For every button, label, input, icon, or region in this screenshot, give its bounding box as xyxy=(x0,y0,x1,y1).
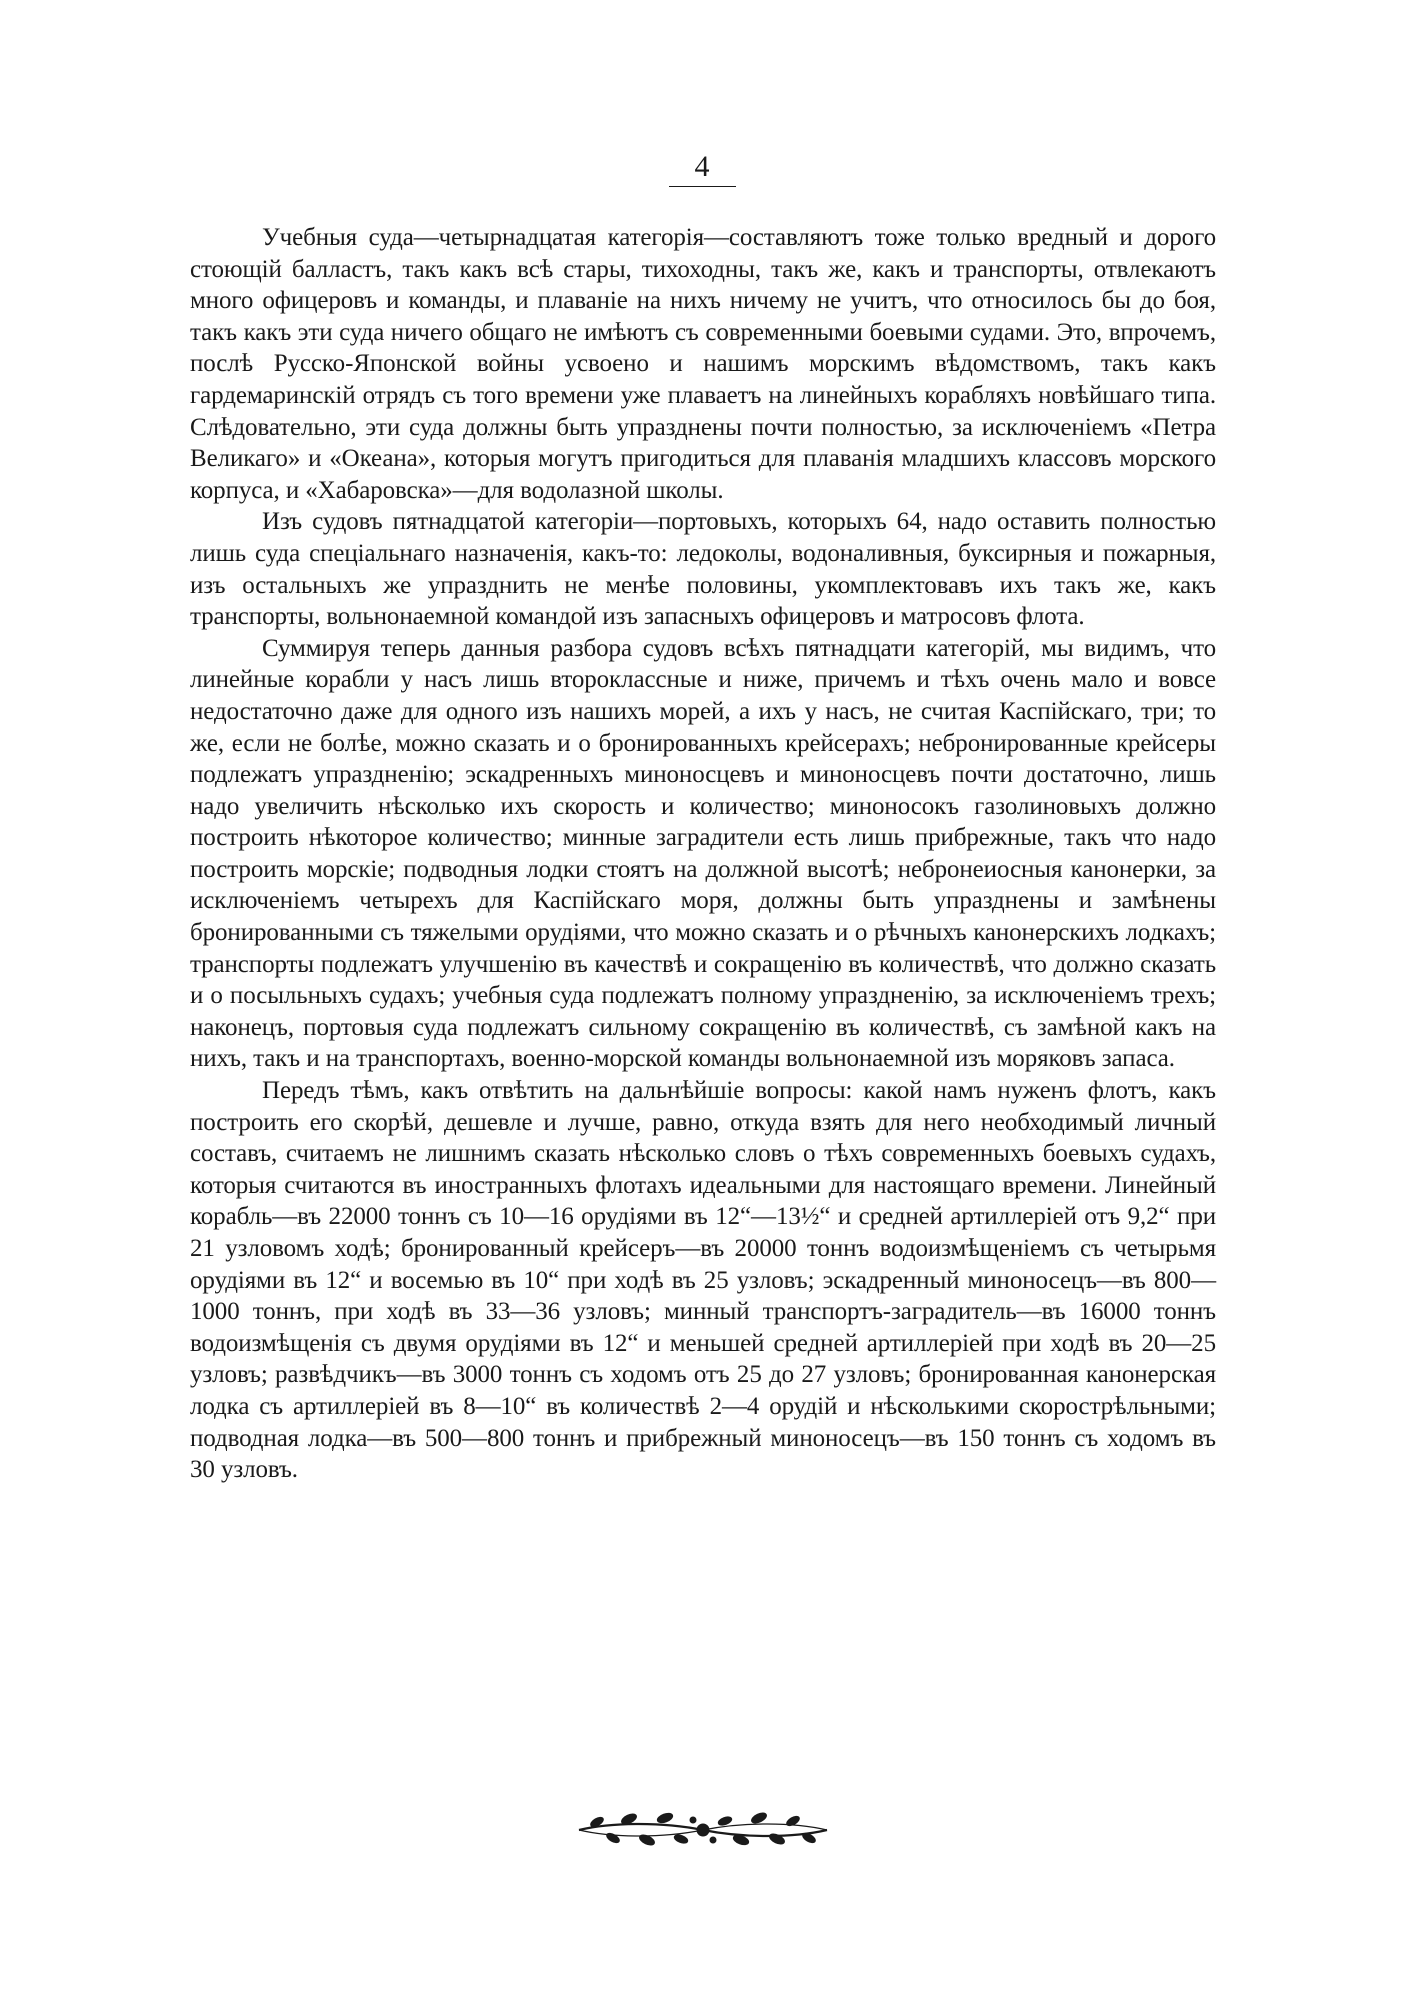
paragraph-training-ships: Учебныя суда—четырнадцатая категорія—составляютъ тоже только вредный и дорого стоющій балластъ, такъ какъ всѣ стары, тихоходны, такъ же, какъ и транспорты, отвлекаютъ много офицеровъ и команды, и плаваніе на нихъ ничему не учитъ, что относилось бы до боя, такъ какъ эти суда ничего общаго не имѣютъ съ современными боевыми судами. Это, впрочемъ, послѣ Русско-Японской войны усвоено и нашимъ морскимъ вѣдомствомъ, такъ какъ гардемаринскій отрядъ съ того времени уже плаваетъ на линейныхъ корабляхъ новѣйшаго типа. Слѣдовательно, эти суда должны быть упразднены почти полностью, за исключеніемъ «Петра Великаго» и «Океана», которыя могутъ пригодиться для плаванія младшихъ классовъ морского корпуса, и «Хабаровска»—для водолазной школы. xyxy=(190,224,1216,504)
floral-vignette-icon xyxy=(573,1806,833,1850)
page-number: 4 xyxy=(0,150,1404,187)
paragraph-modern-ships: Передъ тѣмъ, какъ отвѣтить на дальнѣйшіе вопросы: какой намъ нуженъ флотъ, какъ построить его скорѣй, дешевле и лучше, равно, откуда взять для него необходимый личный составъ, считаемъ не лишнимъ сказать нѣсколько словъ о тѣхъ современныхъ боевыхъ судахъ, которыя считаются въ иностранныхъ флотахъ идеальными для настоящаго времени. Линейный корабль—въ 22000 тоннъ съ 10—16 орудіями въ 12“—13½“ и средней артиллеріей отъ 9,2“ при 21 узловомъ ходѣ; бронированный крейсеръ—въ 20000 тоннъ водоизмѣщеніемъ съ четырьмя орудіями въ 12“ и восемью въ 10“ при ходѣ въ 25 узловъ; эскадренный миноносецъ—въ 800—1000 тоннъ, при ходѣ въ 33—36 узловъ; минный транспортъ-заградитель—въ 16000 тоннъ водоизмѣщенія съ двумя орудіями въ 12“ и меньшей средней артиллеріей при ходѣ въ 20—25 узловъ; развѣдчикъ—въ 3000 тоннъ съ ходомъ отъ 25 до 27 узловъ; бронированная канонерская лодка съ артиллеріей въ 8—10“ въ количествѣ 2—4 орудій и нѣсколькими скорострѣльными; подводная лодка—въ 500—800 тоннъ и прибрежный миноносецъ—въ 150 тоннъ съ ходомъ въ 30 узловъ. xyxy=(190,1077,1216,1484)
paragraph-summary: Суммируя теперь данныя разбора судовъ всѣхъ пятнадцати категорій, мы видимъ, что линейные корабли у насъ лишь второклассные и ниже, причемъ и тѣхъ очень мало и вовсе недостаточно даже для одного изъ нашихъ морей, а ихъ у насъ, не считая Каспійскаго, три; то же, если не болѣе, можно сказать и о бронированныхъ крейсерахъ; небронированные крейсеры подлежатъ упраздненію; эскадренныхъ миноносцевъ и миноносцевъ почти достаточно, лишь надо увеличить нѣсколько ихъ скорость и количество; миноносокъ газолиновыхъ должно построить нѣкоторое количество; минные заградители есть лишь прибрежные, такъ что надо построить морскіе; подводныя лодки стоятъ на должной высотѣ; небронеиосныя канонерки, за исключеніемъ четырехъ для Каспійскаго моря, должны быть упразднены и замѣнены бронированными съ тяжелыми орудіями, что можно сказать и о рѣчныхъ канонерскихъ лодкахъ; транспорты подлежатъ улучшенію въ качествѣ и сокращенію въ количествѣ, что должно сказать и о посыльныхъ судахъ; учебныя суда подлежатъ полному упраздненію, за исключеніемъ трехъ; наконецъ, портовыя суда подлежатъ сильному сокращенію въ количествѣ, съ замѣной какъ на нихъ, такъ и на транспортахъ, военно-морской команды вольнонаемной изъ моряковъ запаса. xyxy=(190,634,1216,1073)
body-text xyxy=(190,222,1216,1486)
paragraph-port-vessels: Изъ судовъ пятнадцатой категоріи—портовыхъ, которыхъ 64, надо оставить полностью лишь суда спеціальнаго назначенія, какъ-то: ледоколы, водоналивныя, буксирныя и пожарныя, изъ остальныхъ же упразднить не менѣе половины, укомплектовавъ ихъ такъ же, какъ транспорты, вольнонаемной командой изъ запасныхъ офицеровъ и матросовъ флота. xyxy=(190,508,1216,631)
